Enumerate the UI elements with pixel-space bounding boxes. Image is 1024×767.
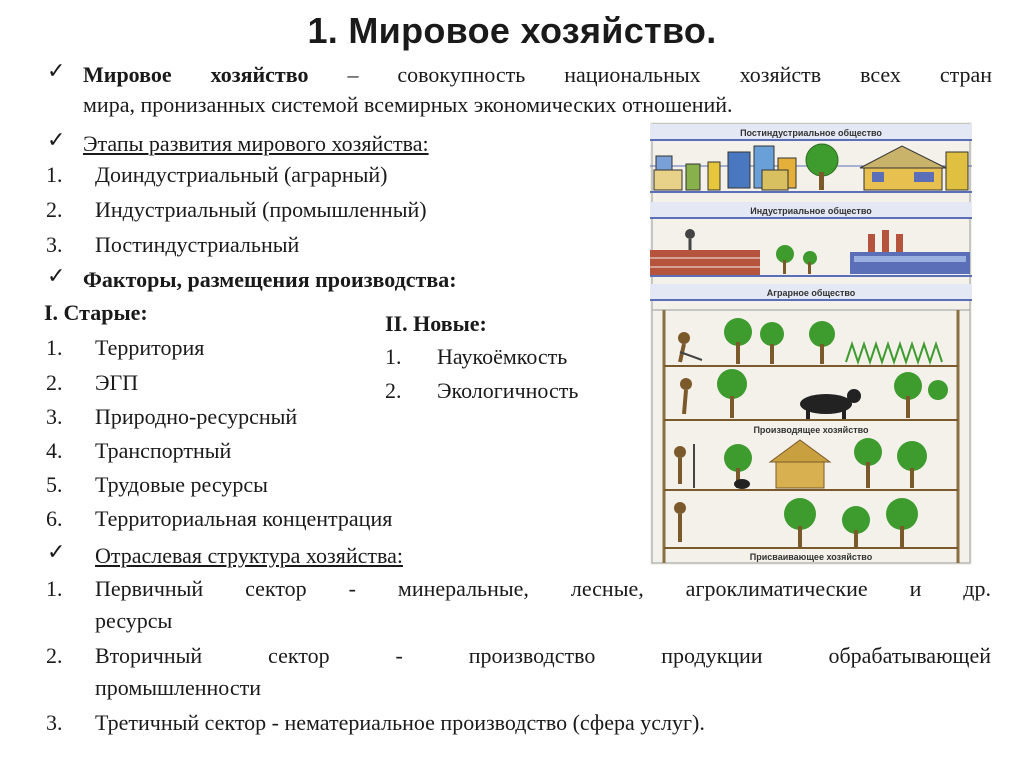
new-factors-heading: II. Новые: [385,311,487,336]
sector-item-line-1: Третичный сектор - нематериальное производство (сфера услуг). [95,710,705,735]
list-number: 2. [46,197,63,222]
definition-line-2: мира, пронизанных системой всемирных экономических отношений. [83,92,733,117]
factors-heading: Факторы, размещения производства: [83,267,457,292]
list-number: 2. [46,370,63,395]
list-number: 1. [46,335,63,360]
illus-caption: Производящее хозяйство [753,425,869,435]
old-factor-item: Транспортный [95,438,232,463]
sector-item-line-2: промышленности [95,675,261,700]
sector-item-line-1: Вторичный сектор - производство продукции обрабатывающей [95,643,991,668]
new-factor-item: Экологичность [437,378,579,403]
list-number: 4. [46,438,63,463]
sector-item-line-2: ресурсы [95,608,173,633]
checkmark-icon: ✓ [47,539,66,564]
new-factor-item: Наукоёмкость [437,344,568,369]
illus-caption: Постиндустриальное общество [740,128,882,138]
page-title: 1. Мировое хозяйство. [307,10,717,51]
illus-caption: Индустриальное общество [750,206,872,216]
list-number: 5. [46,472,63,497]
sectors-heading: Отраслевая структура хозяйства: [95,543,403,568]
old-factor-item: Природно-ресурсный [95,404,298,429]
definition-text-1: – совокупность национальных хозяйств всех стран [308,62,993,87]
definition-line-1 [83,60,992,90]
checkmark-icon: ✓ [47,58,66,83]
sector-item-line-1: Первичный сектор - минеральные, лесные, агроклиматические и др. [95,576,991,601]
stage-item: Доиндустриальный (аграрный) [95,162,388,187]
old-factor-item: Территориальная концентрация [95,506,393,531]
list-number: 3. [46,710,63,735]
list-number: 1. [385,344,402,369]
list-number: 3. [46,232,63,257]
definition-term: Мировое хозяйство [83,62,309,87]
list-number: 1. [46,576,63,601]
checkmark-icon: ✓ [47,127,66,152]
list-number: 1. [46,162,63,187]
old-factors-heading: I. Старые: [44,300,148,325]
stage-item: Индустриальный (промышленный) [95,197,427,222]
stages-illustration-svg [650,122,972,565]
stages-heading: Этапы развития мирового хозяйства: [83,131,429,156]
checkmark-icon: ✓ [47,263,66,288]
old-factor-item: ЭГП [95,370,139,395]
list-number: 3. [46,404,63,429]
illus-caption: Присваивающее хозяйство [749,552,873,562]
old-factor-item: Трудовые ресурсы [95,472,268,497]
stages-illustration [650,122,972,565]
stage-item: Постиндустриальный [95,232,300,257]
list-number: 6. [46,506,63,531]
list-number: 2. [46,643,63,668]
illus-caption: Аграрное общество [766,288,856,298]
list-number: 2. [385,378,402,403]
old-factor-item: Территория [95,335,205,360]
